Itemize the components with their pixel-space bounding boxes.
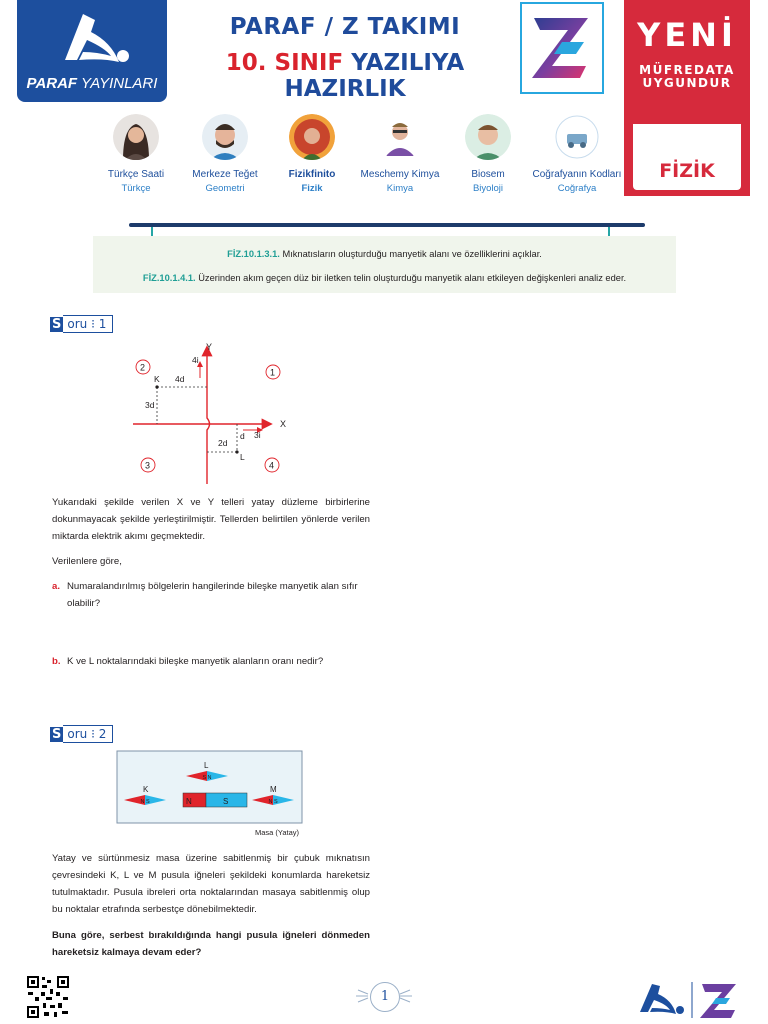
label-4d: 4d xyxy=(175,374,185,384)
objective-2: FİZ.10.1.4.1. Üzerinden akım geçen düz bir iletken telin oluşturduğu manyetik alanı etkileyen değişkenleri analiz eder. xyxy=(142,273,627,283)
page-number: 1 xyxy=(370,982,400,1012)
svg-text:N: N xyxy=(207,775,212,781)
team-member-turkce: Türkçe Saati Türkçe xyxy=(91,114,181,194)
svg-text:S: S xyxy=(274,799,278,805)
point-l xyxy=(235,450,238,453)
svg-text:3: 3 xyxy=(145,460,151,471)
question-2-label: S oru ⁝ 2 xyxy=(50,726,113,742)
curriculum-ribbon xyxy=(624,0,750,196)
svg-text:S: S xyxy=(146,799,150,805)
question-2-question: Buna göre, serbest bırakıldığında hangi pusula iğneleri dönmeden hareketsiz kalmaya devam eder? xyxy=(52,930,370,958)
z-logo-icon xyxy=(522,4,602,92)
question-1a: a. Numaralandırılmış bölgelerin hangilerinde bileşke manyetik alan sıfır olabilir? xyxy=(52,581,358,609)
publisher-logo xyxy=(17,0,167,102)
avatar xyxy=(289,114,335,160)
avatar xyxy=(113,114,159,160)
label-current-x: 3i xyxy=(254,430,261,440)
point-k xyxy=(155,385,158,388)
compass-diagram xyxy=(110,748,310,840)
svg-text:2: 2 xyxy=(140,362,146,373)
svg-text:1: 1 xyxy=(270,367,276,378)
svg-text:S: S xyxy=(223,797,229,806)
learning-objectives xyxy=(93,236,676,293)
wire-diagram xyxy=(120,336,300,486)
publisher-name: PARAF YAYINLARI xyxy=(26,75,158,92)
avatar xyxy=(377,114,423,160)
label-3d: 3d xyxy=(145,400,155,410)
label-d: d xyxy=(240,431,245,441)
team-member-fizik: Fizikfinito Fizik xyxy=(267,114,357,194)
compass-k-label: K xyxy=(143,785,149,794)
label-l: L xyxy=(240,452,245,462)
footer-logos xyxy=(638,978,744,1020)
header-divider xyxy=(129,223,645,227)
team-member-biyoloji: Biosem Biyoloji xyxy=(443,114,533,194)
team-member-cografya: Coğrafyanın Kodları Coğrafya xyxy=(532,114,622,194)
label-k: K xyxy=(154,374,160,384)
avatar xyxy=(202,114,248,160)
question-2-text: Yatay ve sürtünmesiz masa üzerine sabitlenmiş bir çubuk mıknatısın çevresindeki K, L ve M pusula iğneleri şekildeki konumlarda hareketsiz tutulmaktadır. Pusula ibreleri orta noktalarından masaya sabitlenmiş olup bu noktalar etrafında serbestçe dönebilmektedir. xyxy=(52,853,370,915)
qr-code-icon[interactable] xyxy=(26,975,70,1019)
title-line-1: PARAF / Z TAKIMI xyxy=(229,14,461,40)
label-y: Y xyxy=(206,342,213,352)
ribbon-text: MÜFREDATA UYGUNDUR xyxy=(639,63,735,90)
ribbon-new: YENİ xyxy=(637,16,737,54)
wire-y xyxy=(207,348,210,484)
compass-l-label: L xyxy=(204,761,209,770)
subject-badge: FİZİK xyxy=(633,124,741,190)
svg-text:S: S xyxy=(202,775,207,781)
question-1-text: Yukarıdaki şekilde verilen X ve Y telleri yatay düzleme birbirlerine dokunmayacak şekilde yerleştirilmiştir. Tellerden belirtilen yönlerde verilen miktarda elektrik akımı geçmektedir. xyxy=(52,497,370,542)
svg-text:N: N xyxy=(186,797,192,806)
svg-text:N: N xyxy=(140,799,145,805)
table-caption: Masa (Yatay) xyxy=(255,828,300,837)
page-header-title xyxy=(190,14,500,102)
svg-text:4: 4 xyxy=(269,460,275,471)
label-x: X xyxy=(280,419,287,429)
avatar xyxy=(465,114,511,160)
team-member-kimya: Meschemy Kimya Kimya xyxy=(355,114,445,194)
paraf-logo-icon xyxy=(57,12,132,70)
question-1b: b. K ve L noktalarındaki bileşke manyetik alanların oranı nedir? xyxy=(52,656,324,667)
z-takimi-logo xyxy=(520,2,604,94)
svg-text:N: N xyxy=(268,799,273,805)
compass-m-label: M xyxy=(270,785,277,794)
question-1-label: S oru ⁝ 1 xyxy=(50,316,113,332)
question-1-lead: Verilenlere göre, xyxy=(52,556,122,567)
objective-1: FİZ.10.1.3.1. Mıknatısların oluşturduğu manyetik alanı ve özelliklerini açıklar. xyxy=(227,249,542,259)
team-member-geometri: Merkeze Teğet Geometri xyxy=(180,114,270,194)
paraf-footer-icon xyxy=(640,984,676,1014)
label-2d: 2d xyxy=(218,438,228,448)
avatar xyxy=(554,114,600,160)
label-current-y: 4i xyxy=(192,355,199,365)
title-line-2: 10. SINIF YAZILIYA HAZIRLIK xyxy=(225,50,465,102)
